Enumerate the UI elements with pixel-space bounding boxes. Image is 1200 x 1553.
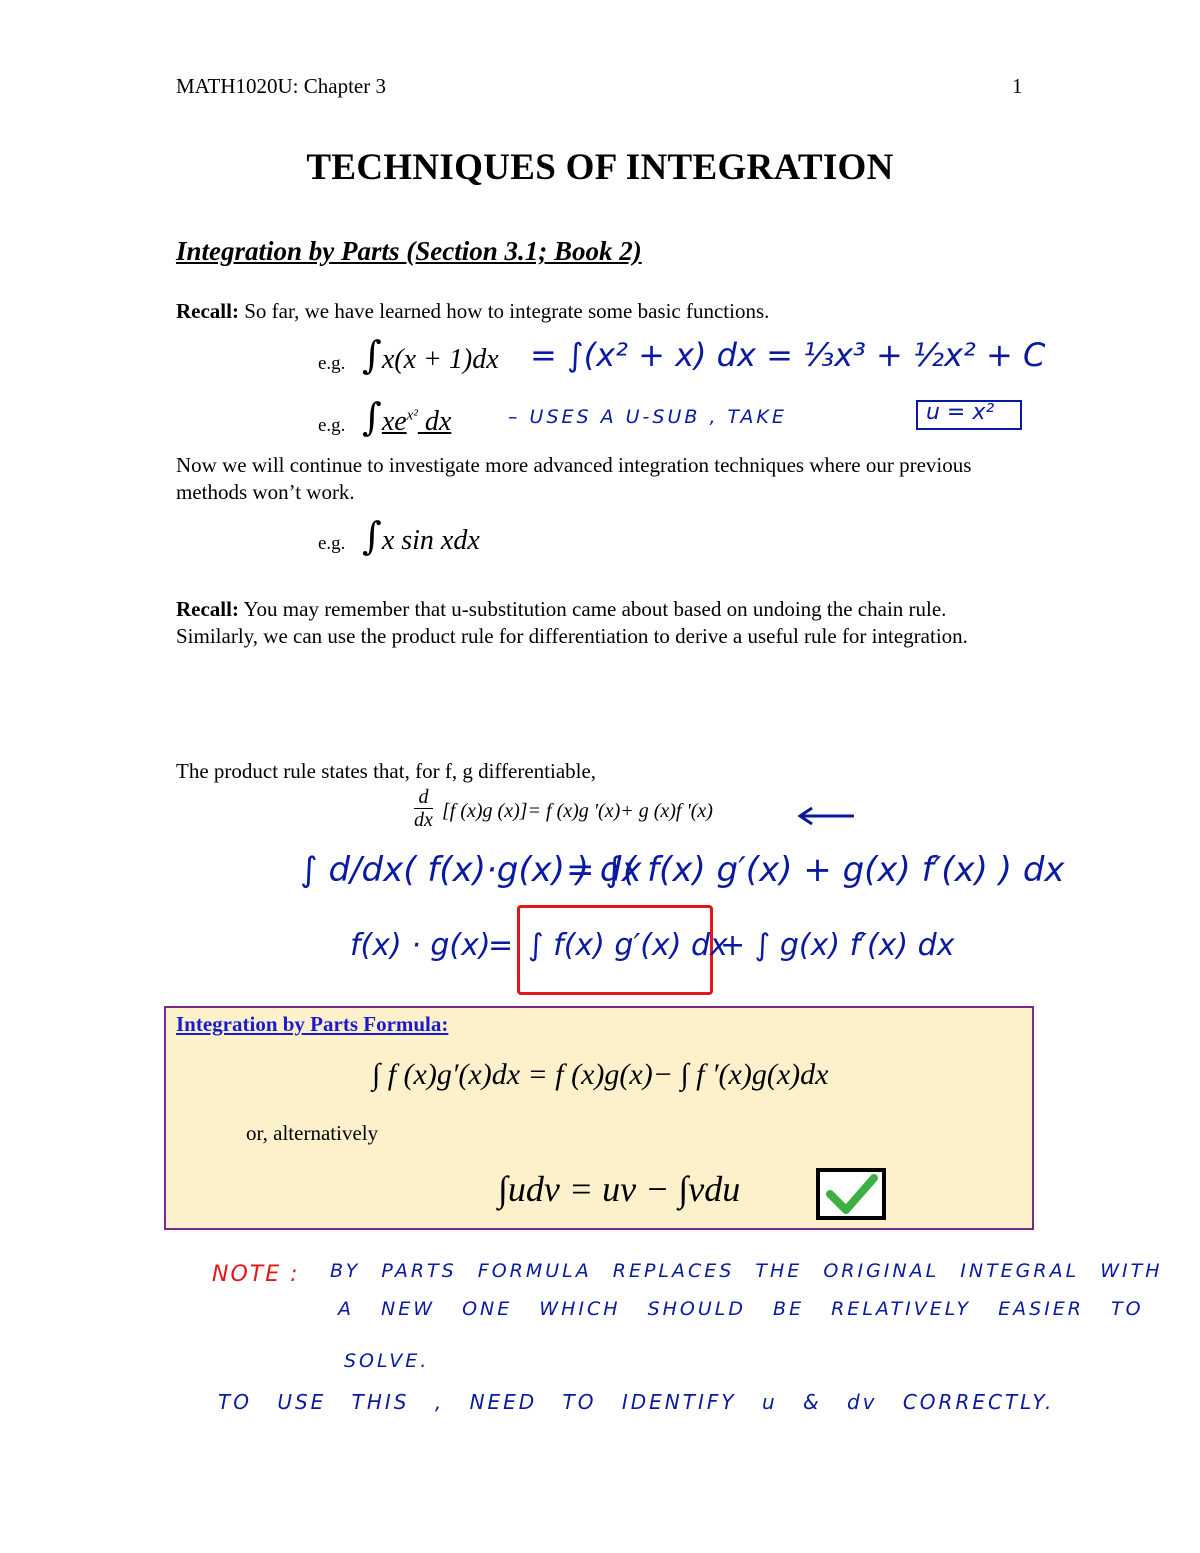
formula-heading: Integration by Parts Formula: xyxy=(176,1012,449,1036)
example-integrand-1: x(x + 1)dx xyxy=(381,344,499,375)
page-title: TECHNIQUES OF INTEGRATION xyxy=(306,147,894,188)
checkmark-icon xyxy=(820,1172,882,1216)
recall-text-2: You may remember that u-substitution came about based on undoing the chain rule. Similarly, we can use the product rule for differentiation to derive a useful rule for integration. xyxy=(176,597,968,648)
product-rule-formula: [f (x)g (x)]= f (x)g '(x)+ g (x)f '(x) xyxy=(442,800,713,822)
now-paragraph: Now we will continue to investigate more advanced integration techniques where our previous methods won’t work. xyxy=(176,453,972,504)
note-line-2: A NEW ONE WHICH SHOULD BE RELATIVELY EASIER TO xyxy=(338,1298,1144,1320)
section-heading: Integration by Parts (Section 3.1; Book 2) xyxy=(176,236,642,266)
derivative-operator: d dx xyxy=(414,786,433,831)
recall-paragraph-1 xyxy=(176,298,769,325)
checkbox-icon xyxy=(816,1168,886,1220)
handwritten-second-integral: + ∫ g(x) f′(x) dx xyxy=(720,928,955,963)
recall-text: So far, we have learned how to integrate some basic functions. xyxy=(244,299,770,323)
page-number: 1 xyxy=(1012,74,1023,98)
running-header: MATH1020U: Chapter 3 xyxy=(176,74,386,98)
note-line-3: SOLVE. xyxy=(344,1350,430,1372)
note-line-1: BY PARTS FORMULA REPLACES THE ORIGINAL INTEGRAL WITH xyxy=(330,1260,1163,1282)
example-label-3: e.g. xyxy=(318,533,346,554)
example-label-2: e.g. xyxy=(318,415,346,436)
parts-formula-1: ∫ f (x)g′(x)dx = f (x)g(x)− ∫ f ′(x)g(x)dx xyxy=(372,1058,829,1091)
example-integral-2: $\int xe^{x^2}$ dx xyxy=(362,395,452,439)
handwritten-equals: = xyxy=(488,928,514,963)
note-line-4: TO USE THIS , NEED TO IDENTIFY u & dv CORRECTLY. xyxy=(218,1390,1055,1414)
example-integral-1: ∫x(x + 1)dx xyxy=(362,333,499,377)
left-arrow-icon xyxy=(796,806,856,826)
u-substitution-text: u = x² xyxy=(926,400,995,425)
recall-label: Recall: xyxy=(176,299,239,323)
parts-formula-2: ∫udv = uv − ∫vdu xyxy=(498,1169,741,1209)
handwritten-derivation-left-1: ∫ d/dx( f(x)·g(x) ) dx xyxy=(300,850,642,890)
handwritten-derivation-right-1: = ∫( f(x) g′(x) + g(x) f′(x) ) dx xyxy=(566,850,1065,890)
example-integral-3: ∫x sin xdx xyxy=(362,514,480,558)
recall-paragraph-2 xyxy=(176,596,1016,650)
handwritten-solution-1: = ∫(x² + x) dx = ⅓x³ + ½x² + C xyxy=(530,336,1046,374)
handwritten-note-usub: – USES A U-SUB , TAKE xyxy=(508,406,787,428)
example-label-1: e.g. xyxy=(318,353,346,374)
note-label: NOTE : xyxy=(212,1262,300,1287)
product-rule-intro: The product rule states that, for f, g differentiable, xyxy=(176,759,597,783)
recall-label-2: Recall: xyxy=(176,597,239,621)
example-integrand-3: x sin xdx xyxy=(381,525,480,556)
handwritten-derivation-left-2: f(x) · g(x) xyxy=(350,928,491,963)
handwritten-boxed-integral: ∫ f(x) g′(x) dx xyxy=(528,928,728,963)
alternative-label: or, alternatively xyxy=(246,1121,379,1145)
